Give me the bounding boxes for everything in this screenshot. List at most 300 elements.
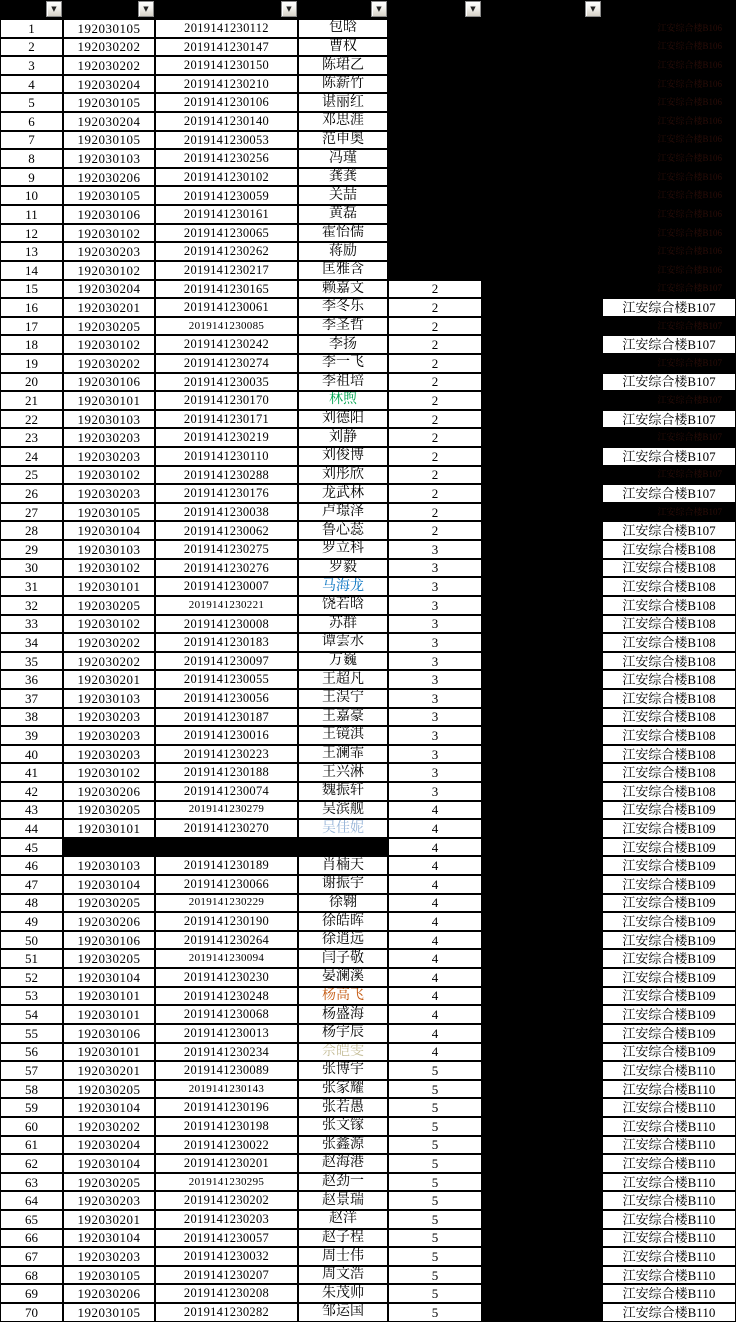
class-id-cell[interactable]: 192030105 <box>63 1266 155 1285</box>
location-cell[interactable]: 江安综合楼B108 <box>602 615 736 634</box>
student-name-cell[interactable]: 徐翱 <box>298 894 388 913</box>
row-number-cell[interactable]: 47 <box>0 875 63 894</box>
student-id-cell[interactable]: 2019141230176 <box>155 484 298 503</box>
class-id-cell[interactable]: 192030205 <box>63 894 155 913</box>
class-id-cell[interactable]: 192030102 <box>63 261 155 280</box>
group-number-cell[interactable]: 2 <box>388 484 482 503</box>
blank-black-cell[interactable] <box>482 75 602 94</box>
class-id-cell[interactable]: 192030201 <box>63 1061 155 1080</box>
student-id-cell[interactable]: 2019141230210 <box>155 75 298 94</box>
location-cell[interactable]: 江安综合楼B110 <box>602 1191 736 1210</box>
class-id-cell[interactable]: 192030103 <box>63 540 155 559</box>
blank-black-cell[interactable] <box>482 1191 602 1210</box>
group-number-cell[interactable]: 3 <box>388 540 482 559</box>
class-id-cell[interactable]: 192030206 <box>63 912 155 931</box>
class-id-cell[interactable]: 192030203 <box>63 1191 155 1210</box>
blank-black-cell[interactable] <box>482 615 602 634</box>
location-cell[interactable]: 江安综合楼B107 <box>602 373 736 392</box>
class-id-cell[interactable]: 192030202 <box>63 38 155 57</box>
filter-dropdown-button-class_id[interactable] <box>138 1 154 17</box>
student-id-cell[interactable]: 2019141230196 <box>155 1098 298 1117</box>
class-id-cell[interactable]: 192030105 <box>63 503 155 522</box>
group-number-cell[interactable]: 5 <box>388 1229 482 1248</box>
row-number-cell[interactable]: 52 <box>0 968 63 987</box>
blank-black-cell[interactable] <box>482 745 602 764</box>
location-cell[interactable]: 江安综合楼B109 <box>602 987 736 1006</box>
blank-black-cell[interactable] <box>482 1266 602 1285</box>
student-id-cell[interactable]: 2019141230150 <box>155 56 298 75</box>
student-id-cell[interactable]: 2019141230057 <box>155 1229 298 1248</box>
class-id-cell[interactable]: 192030103 <box>63 149 155 168</box>
location-cell-hidden[interactable]: 江安综合楼B106 <box>602 205 736 224</box>
row-number-cell[interactable]: 29 <box>0 540 63 559</box>
student-id-cell[interactable]: 2019141230016 <box>155 726 298 745</box>
row-number-cell[interactable]: 20 <box>0 373 63 392</box>
class-id-cell[interactable]: 192030104 <box>63 521 155 540</box>
student-id-cell[interactable]: 2019141230217 <box>155 261 298 280</box>
location-cell[interactable]: 江安综合楼B107 <box>602 447 736 466</box>
row-number-cell[interactable]: 16 <box>0 298 63 317</box>
row-number-cell[interactable]: 17 <box>0 317 63 336</box>
student-name-cell[interactable]: 苏群 <box>298 615 388 634</box>
class-id-cell[interactable]: 192030206 <box>63 1284 155 1303</box>
row-number-cell[interactable]: 45 <box>0 838 63 857</box>
class-id-cell[interactable]: 192030203 <box>63 447 155 466</box>
group-number-cell[interactable]: 5 <box>388 1266 482 1285</box>
blank-black-cell[interactable] <box>482 1154 602 1173</box>
class-id-cell[interactable]: 192030204 <box>63 280 155 299</box>
location-cell[interactable]: 江安综合楼B109 <box>602 1005 736 1024</box>
row-number-cell[interactable]: 55 <box>0 1024 63 1043</box>
group-number-cell[interactable]: 4 <box>388 949 482 968</box>
student-id-cell[interactable]: 2019141230221 <box>155 596 298 615</box>
student-id-cell[interactable]: 2019141230170 <box>155 391 298 410</box>
blank-black-cell[interactable] <box>482 782 602 801</box>
student-id-cell[interactable]: 2019141230183 <box>155 633 298 652</box>
location-cell[interactable]: 江安综合楼B110 <box>602 1080 736 1099</box>
row-number-cell[interactable]: 58 <box>0 1080 63 1099</box>
location-cell-hidden[interactable]: 江安综合楼B107 <box>602 428 736 447</box>
row-number-cell[interactable]: 27 <box>0 503 63 522</box>
class-id-cell[interactable]: 192030203 <box>63 1247 155 1266</box>
class-id-cell[interactable]: 192030104 <box>63 1229 155 1248</box>
student-name-cell[interactable]: 赵子程 <box>298 1229 388 1248</box>
student-name-cell[interactable]: 晏澜溪 <box>298 968 388 987</box>
blank-black-cell[interactable] <box>482 354 602 373</box>
location-cell-hidden[interactable]: 江安综合楼B106 <box>602 186 736 205</box>
group-number-cell[interactable]: 4 <box>388 1005 482 1024</box>
row-number-cell[interactable]: 42 <box>0 782 63 801</box>
row-number-cell[interactable]: 25 <box>0 466 63 485</box>
student-name-cell[interactable]: 吴滨舰 <box>298 801 388 820</box>
group-number-cell[interactable]: 2 <box>388 391 482 410</box>
blank-black-cell[interactable] <box>482 931 602 950</box>
group-number-cell[interactable]: 3 <box>388 763 482 782</box>
location-cell[interactable]: 江安综合楼B109 <box>602 912 736 931</box>
blank-black-cell[interactable] <box>482 503 602 522</box>
blank-black-cell[interactable] <box>482 93 602 112</box>
group-number-cell[interactable]: 3 <box>388 670 482 689</box>
blank-black-cell[interactable] <box>482 1098 602 1117</box>
student-id-cell[interactable]: 2019141230032 <box>155 1247 298 1266</box>
row-number-cell[interactable]: 5 <box>0 93 63 112</box>
row-number-cell[interactable]: 64 <box>0 1191 63 1210</box>
class-id-cell[interactable]: 192030103 <box>63 689 155 708</box>
location-cell[interactable]: 江安综合楼B108 <box>602 633 736 652</box>
class-id-cell[interactable]: 192030105 <box>63 93 155 112</box>
blank-black-cell[interactable] <box>482 521 602 540</box>
location-cell-hidden[interactable]: 江安综合楼B106 <box>602 19 736 38</box>
location-cell[interactable]: 江安综合楼B110 <box>602 1061 736 1080</box>
blank-black-cell[interactable] <box>482 335 602 354</box>
location-cell[interactable]: 江安综合楼B108 <box>602 708 736 727</box>
student-name-cell[interactable]: 吴佳妮 <box>298 819 388 838</box>
blank-black-cell[interactable] <box>482 168 602 187</box>
student-id-cell[interactable]: 2019141230066 <box>155 875 298 894</box>
class-id-cell[interactable]: 192030202 <box>63 633 155 652</box>
location-cell[interactable]: 江安综合楼B110 <box>602 1266 736 1285</box>
student-name-cell[interactable]: 刘静 <box>298 428 388 447</box>
location-cell-hidden[interactable]: 江安综合楼B106 <box>602 168 736 187</box>
group-number-cell[interactable]: 2 <box>388 354 482 373</box>
class-id-cell[interactable]: 192030101 <box>63 577 155 596</box>
student-name-cell[interactable]: 李圣哲 <box>298 317 388 336</box>
student-id-cell[interactable]: 2019141230013 <box>155 1024 298 1043</box>
group-number-cell[interactable]: 3 <box>388 745 482 764</box>
student-name-cell[interactable]: 杨盛海 <box>298 1005 388 1024</box>
class-id-cell[interactable]: 192030106 <box>63 373 155 392</box>
student-id-cell[interactable]: 2019141230171 <box>155 410 298 429</box>
blank-black-cell[interactable] <box>482 1173 602 1192</box>
location-cell[interactable]: 江安综合楼B110 <box>602 1247 736 1266</box>
location-cell[interactable]: 江安综合楼B108 <box>602 559 736 578</box>
filter-dropdown-button-group[interactable] <box>465 1 481 17</box>
student-name-cell[interactable]: 李祖培 <box>298 373 388 392</box>
student-id-cell[interactable]: 2019141230161 <box>155 205 298 224</box>
class-id-cell[interactable]: 192030105 <box>63 186 155 205</box>
blank-black-cell[interactable] <box>482 559 602 578</box>
student-id-cell[interactable]: 2019141230061 <box>155 298 298 317</box>
student-id-cell[interactable]: 2019141230102 <box>155 168 298 187</box>
class-id-cell[interactable]: 192030101 <box>63 391 155 410</box>
row-number-cell[interactable]: 41 <box>0 763 63 782</box>
location-cell[interactable]: 江安综合楼B107 <box>602 484 736 503</box>
student-name-cell[interactable]: 王澜霏 <box>298 745 388 764</box>
class-id-cell[interactable]: 192030102 <box>63 466 155 485</box>
group-number-cell[interactable]: 4 <box>388 819 482 838</box>
location-cell[interactable]: 江安综合楼B108 <box>602 726 736 745</box>
student-id-cell[interactable]: 2019141230248 <box>155 987 298 1006</box>
row-number-cell[interactable]: 22 <box>0 410 63 429</box>
student-name-cell[interactable]: 王超凡 <box>298 670 388 689</box>
row-number-cell[interactable]: 30 <box>0 559 63 578</box>
row-number-cell[interactable]: 28 <box>0 521 63 540</box>
student-id-cell[interactable]: 2019141230188 <box>155 763 298 782</box>
group-number-cell[interactable]: 2 <box>388 373 482 392</box>
row-number-cell[interactable]: 1 <box>0 19 63 38</box>
location-cell[interactable]: 江安综合楼B110 <box>602 1173 736 1192</box>
group-number-cell[interactable] <box>388 149 482 168</box>
class-id-cell[interactable]: 192030102 <box>63 763 155 782</box>
class-id-cell[interactable]: 192030201 <box>63 1210 155 1229</box>
student-id-cell[interactable]: 2019141230242 <box>155 335 298 354</box>
student-id-cell[interactable]: 2019141230165 <box>155 280 298 299</box>
class-id-cell[interactable]: 192030102 <box>63 559 155 578</box>
group-number-cell[interactable]: 4 <box>388 912 482 931</box>
location-cell[interactable]: 江安综合楼B108 <box>602 652 736 671</box>
student-name-cell[interactable]: 李一飞 <box>298 354 388 373</box>
blank-black-cell[interactable] <box>482 373 602 392</box>
group-number-cell[interactable]: 2 <box>388 503 482 522</box>
row-number-cell[interactable]: 68 <box>0 1266 63 1285</box>
group-number-cell[interactable]: 4 <box>388 968 482 987</box>
student-id-cell[interactable]: 2019141230190 <box>155 912 298 931</box>
row-number-cell[interactable]: 19 <box>0 354 63 373</box>
student-name-cell[interactable]: 龚龚 <box>298 168 388 187</box>
student-name-cell[interactable]: 谭雲水 <box>298 633 388 652</box>
row-number-cell[interactable]: 4 <box>0 75 63 94</box>
group-number-cell[interactable]: 5 <box>388 1191 482 1210</box>
class-id-cell[interactable]: 192030202 <box>63 1117 155 1136</box>
group-number-cell[interactable]: 5 <box>388 1080 482 1099</box>
class-id-cell[interactable]: 192030104 <box>63 875 155 894</box>
student-name-cell[interactable]: 刘彤欣 <box>298 466 388 485</box>
class-id-cell[interactable]: 192030101 <box>63 1043 155 1062</box>
row-number-cell[interactable]: 12 <box>0 224 63 243</box>
group-number-cell[interactable]: 2 <box>388 298 482 317</box>
location-cell[interactable]: 江安综合楼B108 <box>602 670 736 689</box>
student-id-cell[interactable]: 2019141230264 <box>155 931 298 950</box>
group-number-cell[interactable]: 2 <box>388 335 482 354</box>
blank-black-cell[interactable] <box>482 1061 602 1080</box>
row-number-cell[interactable]: 66 <box>0 1229 63 1248</box>
class-id-cell[interactable]: 192030203 <box>63 428 155 447</box>
blank-black-cell[interactable] <box>482 1080 602 1099</box>
row-number-cell[interactable]: 61 <box>0 1136 63 1155</box>
group-number-cell[interactable]: 3 <box>388 782 482 801</box>
student-id-cell[interactable]: 2019141230065 <box>155 224 298 243</box>
student-name-cell[interactable]: 谌丽红 <box>298 93 388 112</box>
row-number-cell[interactable]: 21 <box>0 391 63 410</box>
student-id-cell[interactable]: 2019141230112 <box>155 19 298 38</box>
group-number-cell[interactable]: 3 <box>388 577 482 596</box>
blank-black-cell[interactable] <box>482 242 602 261</box>
group-number-cell[interactable]: 3 <box>388 559 482 578</box>
class-id-cell[interactable]: 192030205 <box>63 1173 155 1192</box>
blank-black-cell[interactable] <box>482 410 602 429</box>
location-cell-hidden[interactable]: 江安综合楼B106 <box>602 149 736 168</box>
class-id-cell[interactable]: 192030205 <box>63 1080 155 1099</box>
student-id-cell[interactable]: 2019141230274 <box>155 354 298 373</box>
class-id-cell[interactable]: 192030202 <box>63 354 155 373</box>
group-number-cell[interactable] <box>388 261 482 280</box>
row-number-cell[interactable]: 11 <box>0 205 63 224</box>
class-id-cell[interactable]: 192030204 <box>63 112 155 131</box>
location-cell[interactable]: 江安综合楼B109 <box>602 838 736 857</box>
blank-black-cell[interactable] <box>482 987 602 1006</box>
row-number-cell[interactable]: 63 <box>0 1173 63 1192</box>
group-number-cell[interactable]: 3 <box>388 596 482 615</box>
student-id-cell[interactable]: 2019141230094 <box>155 949 298 968</box>
student-name-cell[interactable]: 邓思涯 <box>298 112 388 131</box>
blank-black-cell[interactable] <box>482 186 602 205</box>
student-id-cell[interactable]: 2019141230007 <box>155 577 298 596</box>
group-number-cell[interactable]: 3 <box>388 652 482 671</box>
student-name-cell[interactable]: 张鑫源 <box>298 1136 388 1155</box>
student-id-cell[interactable]: 2019141230202 <box>155 1191 298 1210</box>
blank-black-cell[interactable] <box>482 596 602 615</box>
class-id-cell[interactable]: 192030202 <box>63 56 155 75</box>
student-id-cell[interactable]: 2019141230187 <box>155 708 298 727</box>
row-number-cell[interactable]: 46 <box>0 856 63 875</box>
location-cell[interactable]: 江安综合楼B108 <box>602 596 736 615</box>
student-id-cell[interactable]: 2019141230230 <box>155 968 298 987</box>
student-id-cell[interactable]: 2019141230053 <box>155 131 298 150</box>
location-cell-hidden[interactable]: 江安综合楼B107 <box>602 503 736 522</box>
student-name-cell[interactable]: 朱茂帅 <box>298 1284 388 1303</box>
group-number-cell[interactable] <box>388 131 482 150</box>
class-id-cell[interactable]: 192030104 <box>63 1154 155 1173</box>
row-number-cell[interactable]: 70 <box>0 1303 63 1322</box>
student-id-cell[interactable]: 2019141230234 <box>155 1043 298 1062</box>
row-number-cell[interactable]: 24 <box>0 447 63 466</box>
student-name-cell[interactable]: 罗毅 <box>298 559 388 578</box>
row-number-cell[interactable]: 2 <box>0 38 63 57</box>
location-cell[interactable]: 江安综合楼B107 <box>602 521 736 540</box>
location-cell-hidden[interactable]: 江安综合楼B106 <box>602 56 736 75</box>
blank-black-cell[interactable] <box>482 280 602 299</box>
group-number-cell[interactable]: 4 <box>388 838 482 857</box>
filter-dropdown-button-student_id[interactable] <box>281 1 297 17</box>
row-number-cell[interactable]: 53 <box>0 987 63 1006</box>
student-id-cell[interactable]: 2019141230256 <box>155 149 298 168</box>
class-id-cell[interactable]: 192030104 <box>63 1098 155 1117</box>
blank-black-cell[interactable] <box>482 428 602 447</box>
blank-black-cell[interactable] <box>482 633 602 652</box>
location-cell-hidden[interactable]: 江安综合楼B107 <box>602 466 736 485</box>
student-name-cell[interactable]: 魏振轩 <box>298 782 388 801</box>
location-cell-hidden[interactable]: 江安综合楼B107 <box>602 354 736 373</box>
student-name-cell[interactable]: 肖楠天 <box>298 856 388 875</box>
group-number-cell[interactable]: 5 <box>388 1247 482 1266</box>
student-name-cell[interactable]: 张若愚 <box>298 1098 388 1117</box>
location-cell[interactable]: 江安综合楼B110 <box>602 1210 736 1229</box>
student-id-cell[interactable]: 2019141230279 <box>155 801 298 820</box>
class-id-cell[interactable]: 192030105 <box>63 1303 155 1322</box>
row-number-cell[interactable]: 15 <box>0 280 63 299</box>
row-number-cell[interactable]: 31 <box>0 577 63 596</box>
class-id-cell[interactable]: 192030201 <box>63 670 155 689</box>
class-id-cell[interactable]: 192030102 <box>63 615 155 634</box>
location-cell[interactable]: 江安综合楼B110 <box>602 1136 736 1155</box>
class-id-cell[interactable]: 192030201 <box>63 298 155 317</box>
student-name-cell[interactable]: 冯瑾 <box>298 149 388 168</box>
student-id-cell[interactable]: 2019141230207 <box>155 1266 298 1285</box>
row-number-cell[interactable]: 62 <box>0 1154 63 1173</box>
student-name-cell[interactable]: 包晗 <box>298 19 388 38</box>
student-id-cell[interactable]: 2019141230147 <box>155 38 298 57</box>
student-name-cell[interactable]: 刘俊博 <box>298 447 388 466</box>
blank-black-cell[interactable] <box>482 875 602 894</box>
student-name-cell[interactable]: 赖嘉文 <box>298 280 388 299</box>
student-name-cell[interactable]: 赵洋 <box>298 1210 388 1229</box>
student-name-cell[interactable]: 李冬乐 <box>298 298 388 317</box>
blank-black-cell[interactable] <box>482 484 602 503</box>
blank-black-cell[interactable] <box>482 19 602 38</box>
group-number-cell[interactable] <box>388 242 482 261</box>
filter-dropdown-button-index[interactable] <box>46 1 62 17</box>
blank-black-cell[interactable] <box>482 670 602 689</box>
blank-black-cell[interactable] <box>482 1043 602 1062</box>
student-id-cell[interactable]: 2019141230038 <box>155 503 298 522</box>
student-name-cell[interactable]: 林煦 <box>298 391 388 410</box>
row-number-cell[interactable]: 56 <box>0 1043 63 1062</box>
student-name-cell[interactable]: 张博宇 <box>298 1061 388 1080</box>
class-id-cell[interactable]: 192030205 <box>63 801 155 820</box>
location-cell[interactable]: 江安综合楼B109 <box>602 949 736 968</box>
location-cell[interactable]: 江安综合楼B109 <box>602 801 736 820</box>
class-id-cell[interactable]: 192030205 <box>63 949 155 968</box>
location-cell[interactable]: 江安综合楼B109 <box>602 875 736 894</box>
student-name-cell[interactable]: 曹权 <box>298 38 388 57</box>
group-number-cell[interactable]: 5 <box>388 1136 482 1155</box>
group-number-cell[interactable]: 5 <box>388 1303 482 1322</box>
blank-black-cell[interactable] <box>482 949 602 968</box>
row-number-cell[interactable]: 51 <box>0 949 63 968</box>
student-name-cell[interactable]: 饶若晗 <box>298 596 388 615</box>
student-id-cell[interactable]: 2019141230143 <box>155 1080 298 1099</box>
location-cell[interactable]: 江安综合楼B108 <box>602 689 736 708</box>
group-number-cell[interactable]: 5 <box>388 1117 482 1136</box>
class-id-cell[interactable]: 192030206 <box>63 168 155 187</box>
blank-black-cell[interactable] <box>482 56 602 75</box>
class-id-cell[interactable]: 192030204 <box>63 1136 155 1155</box>
location-cell-hidden[interactable]: 江安综合楼B107 <box>602 280 736 299</box>
student-name-cell[interactable]: 马海龙 <box>298 577 388 596</box>
student-id-cell[interactable]: 2019141230219 <box>155 428 298 447</box>
class-id-cell[interactable]: 192030204 <box>63 75 155 94</box>
class-id-cell[interactable]: 192030105 <box>63 131 155 150</box>
student-name-cell[interactable]: 王镜淇 <box>298 726 388 745</box>
row-number-cell[interactable]: 34 <box>0 633 63 652</box>
student-id-cell[interactable]: 2019141230110 <box>155 447 298 466</box>
location-cell[interactable]: 江安综合楼B108 <box>602 577 736 596</box>
group-number-cell[interactable]: 5 <box>388 1284 482 1303</box>
student-id-cell[interactable]: 2019141230056 <box>155 689 298 708</box>
student-id-cell[interactable]: 2019141230062 <box>155 521 298 540</box>
blank-black-cell[interactable] <box>482 1210 602 1229</box>
student-name-cell[interactable]: 龙武林 <box>298 484 388 503</box>
group-number-cell[interactable] <box>388 19 482 38</box>
group-number-cell[interactable]: 4 <box>388 801 482 820</box>
group-number-cell[interactable]: 2 <box>388 447 482 466</box>
student-id-cell[interactable]: 2019141230140 <box>155 112 298 131</box>
location-cell[interactable]: 江安综合楼B109 <box>602 968 736 987</box>
location-cell[interactable]: 江安综合楼B109 <box>602 1043 736 1062</box>
blank-black-cell[interactable] <box>482 1117 602 1136</box>
class-id-cell[interactable]: 192030106 <box>63 205 155 224</box>
row-number-cell[interactable]: 18 <box>0 335 63 354</box>
group-number-cell[interactable] <box>388 38 482 57</box>
group-number-cell[interactable]: 3 <box>388 615 482 634</box>
student-name-cell[interactable]: 霍怡儒 <box>298 224 388 243</box>
student-id-cell[interactable]: 2019141230059 <box>155 186 298 205</box>
row-number-cell[interactable]: 50 <box>0 931 63 950</box>
student-name-cell[interactable]: 徐皓晖 <box>298 912 388 931</box>
student-id-cell[interactable]: 2019141230201 <box>155 1154 298 1173</box>
student-id-cell[interactable]: 2019141230288 <box>155 466 298 485</box>
class-id-cell[interactable]: 192030103 <box>63 410 155 429</box>
